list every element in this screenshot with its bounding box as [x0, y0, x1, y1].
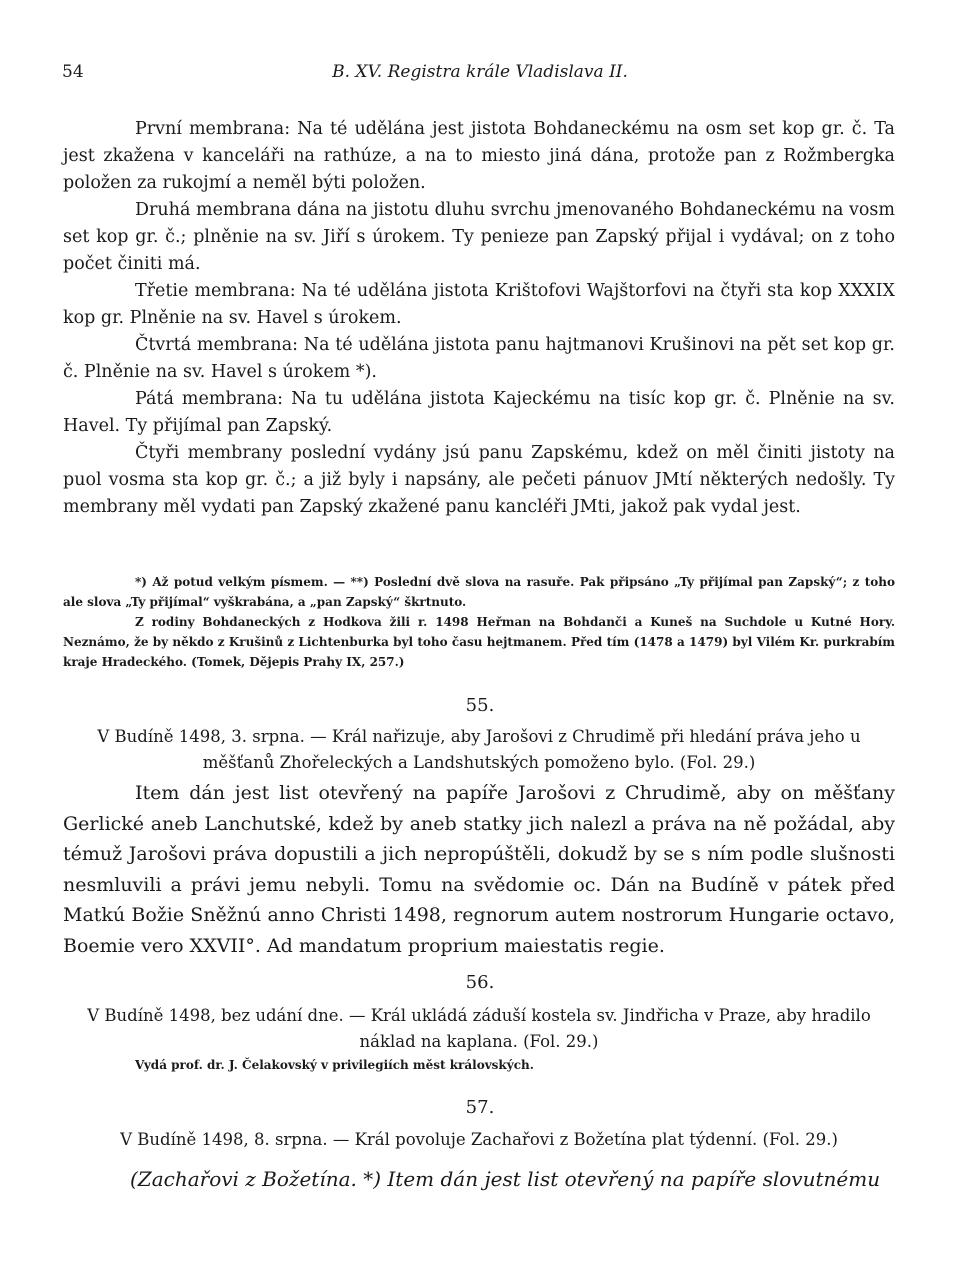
paragraph-6: Čtyři membrany poslední vydány jsú panu Zapskému, kdež on měl činiti jistoty na puol vosma sta kop gr. č.; a již byly i napsány, ale pečeti pánuov JMtí některých nedošly. Ty membrany měl vydati pan Zapský zkažené panu kancléři JMti, jakož pak vydal jest.	[63, 443, 895, 517]
regest-57: V Budíně 1498, 8. srpna. — Král povoluje Zachařovi z Božetína plat týdenní. (Fol. 29.)	[120, 1130, 838, 1149]
text-55: Item dán jest list otevřený na papíře Jarošovi z Chrudimě, aby on měšťany Gerlické aneb Lanchutské, kdež by aneb statky jich nalezl a práva na ně požádal, aby témuž Jarošovi práva dopustili a jich nepropúštěli, dokudž by se s ním podle slušnosti nesmluvili a právi jemu nebyli. Tomu na svědomie oc. Dán na Budíně v pátek před Matkú Božie Sněžnú anno Christi 1498, regnorum autem nostrorum Hungarie octavo, Boemie vero XXVII°. Ad mandatum proprium maiestatis regie.	[63, 782, 895, 957]
document-text-55	[63, 778, 895, 961]
document-number-56: 56.	[465, 972, 495, 993]
document-number-57: 57.	[465, 1097, 495, 1118]
footnote-1: *) Až potud velkým písmem. — **) Poslední dvě slova na rasuře. Pak připsáno „Ty přijímal pan Zapský“; z toho ale slova „Ty přijímal“ vyškrabána, a „pan Zapský“ škrtnuto.	[63, 575, 895, 609]
edition-note-56: Vydá prof. dr. J. Čelakovský v privilegiích měst královských.	[135, 1058, 534, 1072]
paragraph-5: Pátá membrana: Na tu udělána jistota Kajeckému na tisíc kop gr. č. Plněnie na sv. Havel. Ty přijímal pan Zapský.	[63, 389, 895, 436]
page-number: 54	[62, 62, 84, 82]
paragraph-4: Čtvrtá membrana: Na té udělána jistota panu hajtmanovi Krušinovi na pět set kop gr. č. Plněnie na sv. Havel s úrokem *).	[63, 335, 895, 382]
page-header	[62, 62, 898, 86]
document-number-55: 55.	[465, 695, 495, 716]
text-57-start: (Zachařovi z Božetína. *) Item dán jest list otevřený na papíře slovutnému	[130, 1167, 881, 1191]
paragraph-3: Třetie membrana: Na té udělána jistota Krištofovi Wajštorfovi na čtyři sta kop XXXIX kop gr. Plněnie na sv. Havel s úrokem.	[63, 281, 895, 328]
regest-55: V Budíně 1498, 3. srpna. — Král nařizuje, aby Jarošovi z Chrudimě při hledání práva jeho u měšťanů Zhořeleckých a Landshutských pomoženo bylo. (Fol. 29.)	[97, 727, 861, 772]
regest-56: V Budíně 1498, bez udání dne. — Král ukládá záduší kostela sv. Jindřicha v Praze, aby hradilo náklad na kaplana. (Fol. 29.)	[87, 1006, 871, 1051]
footnote-2: Z rodiny Bohdaneckých z Hodkova žili r. 1498 Heřman na Bohdanči a Kuneš na Suchdole u Kutné Hory. Neznámo, že by někdo z Krušinů z Lichtenburka byl toho času hejtmanem. Před tím (1478 a 1479) byl Vilém Kr. purkrabím kraje Hradeckého. (Tomek, Dějepis Prahy IX, 257.)	[63, 615, 895, 669]
membrane-list	[63, 116, 895, 521]
footnotes	[63, 572, 895, 672]
paragraph-1: První membrana: Na té udělána jest jistota Bohdaneckému na osm set kop gr. č. Ta jest zkažena v kanceláři na rathúze, a na to miesto jiná dána, protože pan z Rožmbergka položen za rukojmí a neměl býti položen.	[63, 119, 895, 193]
running-title: B. XV. Registra krále Vladislava II.	[332, 62, 628, 82]
paragraph-2: Druhá membrana dána na jistotu dluhu svrchu jmenovaného Bohdaneckému na vosm set kop gr. č.; plněnie na sv. Jiří s úrokem. Ty penieze pan Zapský přijal i vydával; on z toho počet činiti má.	[63, 200, 895, 274]
